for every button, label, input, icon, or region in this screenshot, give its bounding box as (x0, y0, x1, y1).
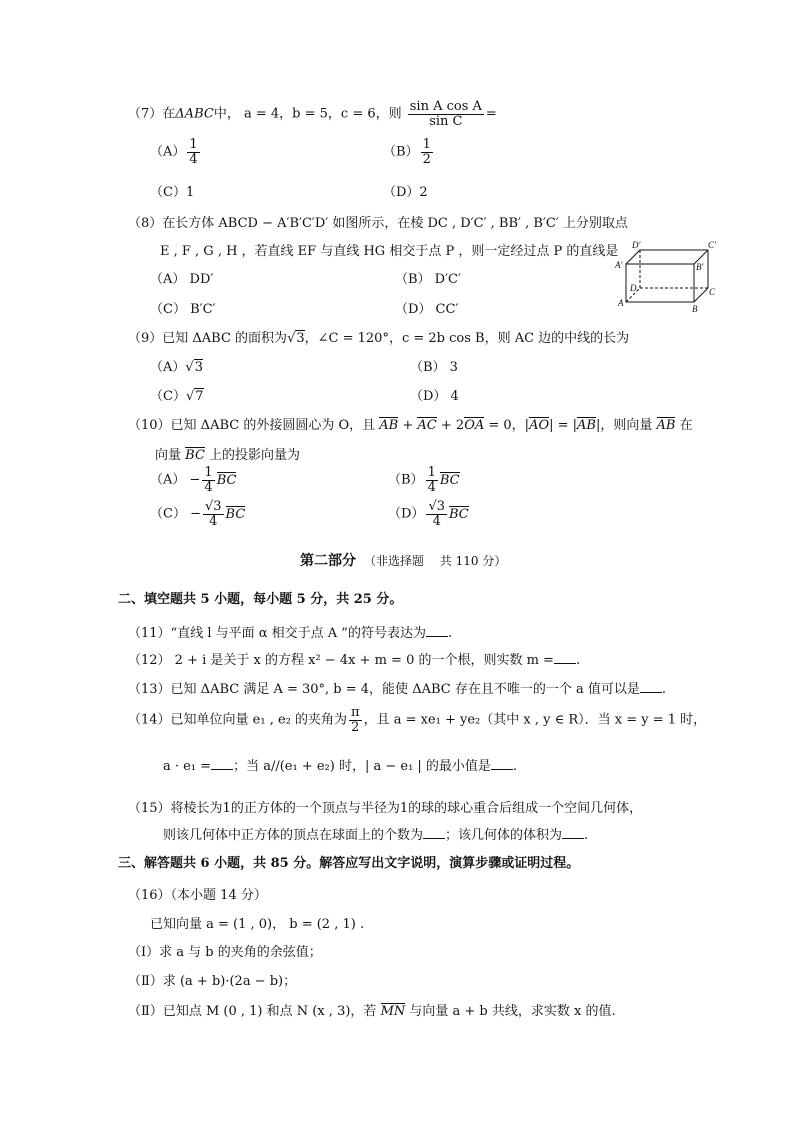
q9-option-a[interactable]: （A）√3 (150, 360, 203, 375)
label-D: D (630, 283, 637, 293)
q16-part-iii: （Ⅱ）已知点 M (0 , 1) 和点 N (x , 3)，若 MN 与向量 a + b 共线，求实数 x 的值. (128, 1004, 616, 1019)
q8-option-b[interactable]: （B） D′C′ (395, 272, 461, 287)
q8-option-a[interactable]: （A） DD′ (150, 272, 214, 287)
q16-given: 已知向量 a = (1 , 0)， b = (2 , 1) . (150, 917, 365, 932)
q10-line2: 向量 BC 上的投影向量为 (155, 448, 301, 463)
label-Cp: C′ (708, 240, 716, 250)
q9-option-d[interactable]: （D） 4 (410, 389, 459, 404)
q16-part-ii: （Ⅱ）求 (a + b)·(2a − b)； (128, 974, 297, 989)
label-Bp: B′ (696, 262, 704, 272)
q15-line2: 则该几何体中正方体的顶点在球面上的个数为 ；该几何体的体积为 . (163, 828, 589, 843)
q9-stem: （9）已知 ΔABC 的面积为√3，∠C = 120°，c = 2b cos B，则 AC 边的中线的长为 (128, 331, 630, 346)
q8-line2: E , F , G , H ，若直线 EF 与直线 HG 相交于点 P ，则一定经过点 P 的直线是 (160, 244, 619, 259)
q9-option-c[interactable]: （C）√7 (150, 389, 204, 404)
q7-option-b[interactable]: （B） $\frac{1}{2}$ (383, 137, 431, 167)
q7-option-a[interactable]: （A） $\frac{1}{4}$ (150, 137, 198, 167)
section2-title: 二、填空题共 5 小题，每小题 5 分，共 25 分。 (118, 592, 403, 607)
label-C: C (709, 287, 716, 297)
q10-option-c[interactable]: （C） − $\frac{√3}{4}$ BC (150, 499, 246, 529)
q8-option-c[interactable]: （C） B′C′ (150, 302, 216, 317)
q7-fraction: $\frac{\text{sin A cos A}}{\text{sin C}}$ (409, 99, 482, 129)
q7-option-d[interactable]: （D）2 (383, 185, 428, 200)
part2-heading: 第二部分 （非选择题 共 110 分） (300, 553, 507, 569)
section3-title: 三、解答题共 6 小题，共 85 分。解答应写出文字说明，演算步骤或证明过程。 (118, 856, 580, 871)
label-Dp: D′ (632, 240, 641, 250)
q15-line1: （15）将棱长为1的正方体的一个顶点与半径为1的球的球心重合后组成一个空间几何体， (128, 801, 643, 816)
q10-line1: （10）已知 ΔABC 的外接圆圆心为 O，且 AB + AC + 2OA = 0，|AO| = |AB|，则向量 AB 在 (128, 418, 693, 433)
q9-option-b[interactable]: （B） 3 (410, 360, 458, 375)
q10-option-b[interactable]: （B） $\frac{1}{4}$ BC (388, 465, 460, 495)
q16-part-i: （Ⅰ）求 a 与 b 的夹角的余弦值； (128, 945, 322, 960)
q8-line1: （8）在长方体 ABCD − A′B′C′D′ 如图所示，在棱 DC , D′C′ , BB′ , B′C′ 上分别取点 (128, 216, 628, 231)
q10-option-a[interactable]: （A） − $\frac{1}{4}$ BC (150, 465, 237, 495)
label-Ap: A′ (615, 260, 623, 270)
q7-stem: （7）在ΔABC中， a = 4，b = 5，c = 6，则 $\frac{\text{sin A cos A}}{\text{sin C}}$ = (128, 99, 497, 129)
q11: （11）“直线 l 与平面 α 相交于点 A ”的符号表达为 . (128, 626, 453, 641)
q10-option-d[interactable]: （D） $\frac{√3}{4}$ BC (388, 499, 469, 529)
label-A: A (618, 298, 624, 308)
q14-line2: a · e₁ = ；当 a//(e₁ + e₂) 时，| a − e₁ | 的最小值是 . (163, 759, 518, 774)
cuboid-figure (612, 240, 717, 316)
label-B: B (692, 304, 698, 314)
q12: （12） 2 + i 是关于 x 的方程 x² − 4x + m = 0 的一个根，则实数 m = . (128, 653, 581, 668)
q13: （13）已知 ΔABC 满足 A = 30°, b = 4，能使 ΔABC 存在且不唯一的一个 a 值可以是 . (128, 682, 666, 697)
q8-option-d[interactable]: （D） CC′ (395, 302, 459, 317)
q16-head: （16）（本小题 14 分） (128, 888, 267, 903)
q14-line1: （14）已知单位向量 e₁ , e₂ 的夹角为 $\frac{\pi}{2}$ ，且 a = xe₁ + ye₂（其中 x , y ∈ R）．当 x = y = 1 时， (128, 705, 707, 735)
q7-option-c[interactable]: （C）1 (150, 185, 195, 200)
